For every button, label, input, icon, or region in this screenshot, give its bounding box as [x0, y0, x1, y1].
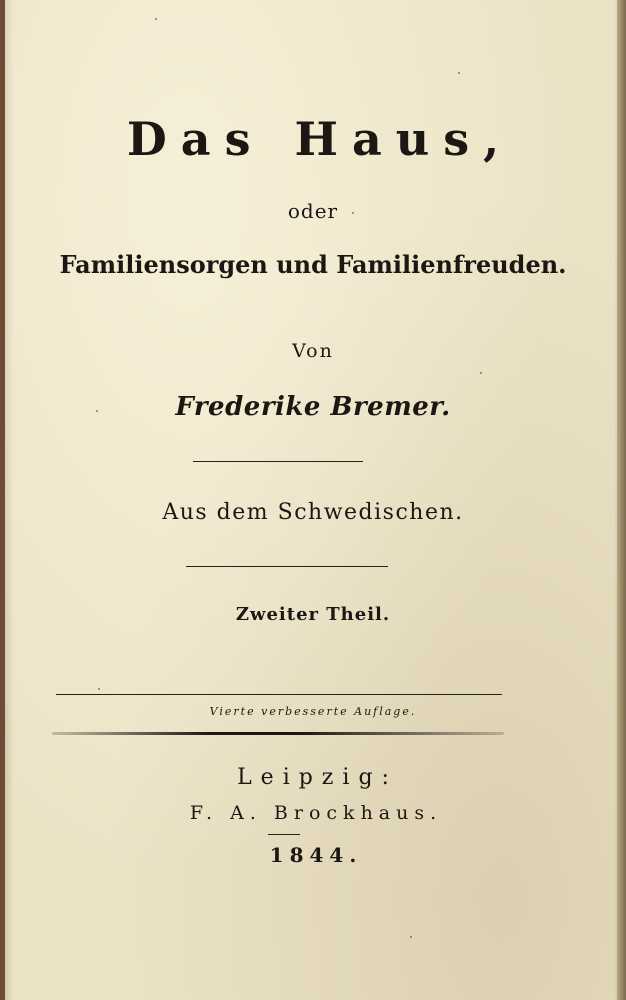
- edition-rule-bottom: [52, 732, 504, 735]
- author-prefix: Von: [292, 340, 334, 362]
- title-connector: oder: [287, 199, 339, 223]
- author-name: Frederike Bremer.: [175, 392, 451, 422]
- edition-rule-top: [56, 694, 502, 695]
- divider-rule: [186, 566, 388, 567]
- volume-part: Zweiter Theil.: [235, 604, 391, 625]
- paper-speck: [96, 410, 98, 412]
- book-title: Das Haus,: [126, 112, 514, 166]
- paper-speck: [352, 212, 354, 214]
- paper-speck: [480, 372, 482, 374]
- paper-speck: [155, 18, 157, 20]
- paper-speck: [410, 936, 412, 938]
- translation-note: Aus dem Schwedischen.: [162, 500, 464, 525]
- publication-place: Leipzig:: [237, 765, 398, 790]
- short-rule: [268, 834, 300, 835]
- divider-rule: [193, 461, 363, 462]
- publication-year: 1844.: [269, 843, 363, 867]
- paper-speck: [458, 72, 460, 74]
- book-subtitle: Familiensorgen und Familienfreuden.: [59, 250, 567, 279]
- edition-note: Vierte verbesserte Auflage.: [209, 705, 417, 718]
- publisher-name: F. A. Brockhaus.: [189, 802, 443, 824]
- paper-speck: [98, 688, 100, 690]
